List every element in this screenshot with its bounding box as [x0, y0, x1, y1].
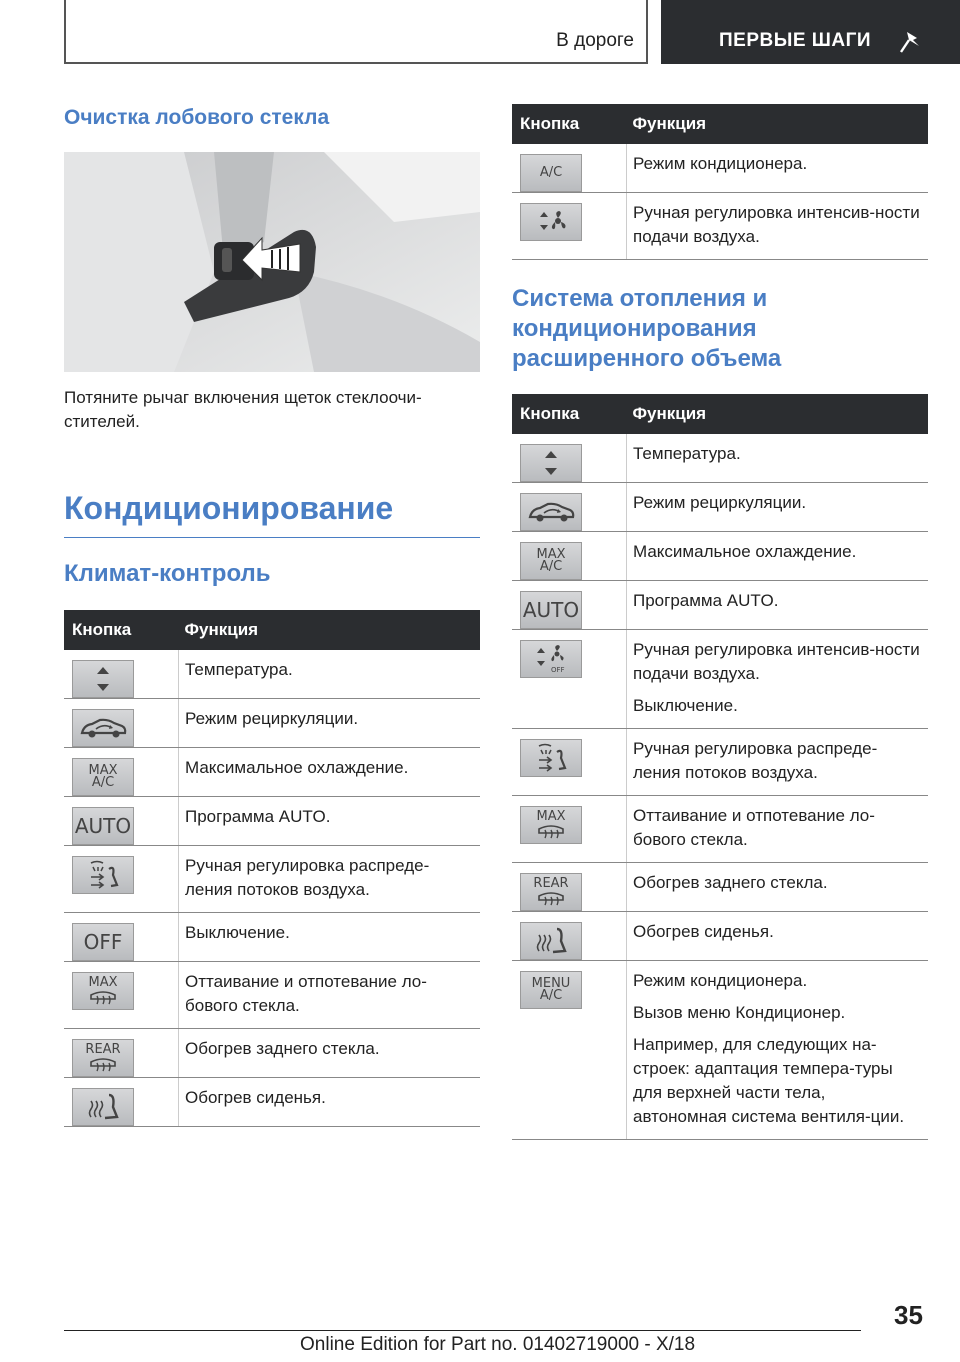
button-label: REAR — [533, 876, 569, 891]
menu-ac-icon — [532, 978, 571, 1002]
button-label: MENU A/C — [531, 976, 571, 1003]
function-text: Обогрев сиденья. — [185, 1088, 326, 1107]
extended-climate-table — [512, 394, 928, 1140]
button-cell — [512, 863, 627, 912]
button-cell — [512, 630, 627, 729]
function-cell — [627, 483, 929, 532]
function-cell — [179, 650, 481, 699]
right-column — [512, 104, 928, 1140]
button-label: AUTO — [74, 814, 132, 838]
wiper-heading: Очистка лобового стекла — [64, 106, 330, 129]
button-cell — [512, 961, 627, 1140]
left-column — [64, 104, 480, 1127]
recirculation-car-icon — [524, 497, 578, 527]
header-tab-first-steps — [661, 0, 960, 64]
climate-button — [520, 444, 582, 482]
table-header-row — [512, 394, 928, 434]
table-row — [512, 912, 928, 961]
function-text: Оттаивание и отпотевание ло-бового стекла. — [185, 972, 427, 1015]
function-text: Обогрев заднего стекла. — [633, 873, 828, 892]
table-row — [64, 1078, 480, 1127]
ac-heading: Кондиционирование — [64, 490, 480, 538]
column-header-function: Функция — [179, 610, 481, 650]
table-row — [512, 863, 928, 912]
button-cell — [64, 699, 179, 748]
column-header-button: Кнопка — [512, 104, 627, 144]
function-text: Ручная регулировка интенсив-ности подачи воздуха. — [633, 203, 920, 246]
button-cell — [64, 1078, 179, 1127]
header-right-label: ПЕРВЫЕ ШАГИ — [719, 30, 872, 51]
max-defrost-icon — [536, 811, 566, 839]
table-row — [512, 193, 928, 260]
ac-buttons-table — [512, 104, 928, 260]
button-cell — [64, 748, 179, 797]
button-cell — [512, 193, 627, 260]
button-label: MAX — [536, 809, 566, 824]
climate-button — [520, 154, 582, 192]
fan-off-icon — [531, 643, 571, 675]
function-cell — [627, 532, 929, 581]
climate-button — [520, 493, 582, 531]
function-text: Вызов меню Кондиционер. — [633, 1003, 846, 1022]
table-row — [512, 483, 928, 532]
table-row — [64, 913, 480, 962]
button-cell — [512, 483, 627, 532]
table-row — [512, 961, 928, 1140]
button-label: MAX — [88, 975, 118, 990]
button-label: OFF — [83, 930, 123, 954]
button-cell — [64, 1029, 179, 1078]
climate-button — [72, 709, 134, 747]
climate-button — [520, 873, 582, 911]
table-row — [64, 962, 480, 1029]
table-row — [64, 797, 480, 846]
function-cell — [179, 846, 481, 913]
button-cell — [512, 532, 627, 581]
climate-control-table — [64, 610, 480, 1127]
function-text: Программа AUTO. — [185, 807, 331, 826]
button-label: AUTO — [522, 598, 580, 622]
climate-button — [72, 972, 134, 1010]
function-text: Обогрев сиденья. — [633, 922, 774, 941]
climate-button — [520, 922, 582, 960]
recirculation-car-icon — [76, 713, 130, 743]
button-cell — [512, 796, 627, 863]
function-cell — [179, 962, 481, 1029]
function-cell — [627, 961, 929, 1140]
function-cell — [627, 193, 929, 260]
climate-button — [72, 758, 134, 796]
function-text: Выключение. — [185, 923, 290, 942]
climate-button — [72, 807, 134, 845]
function-cell — [627, 863, 929, 912]
function-cell — [179, 748, 481, 797]
auto-icon — [75, 815, 131, 837]
rear-defrost-icon — [85, 1044, 120, 1072]
header-left-label: В дороге — [556, 30, 634, 51]
function-cell — [627, 729, 929, 796]
page-number: 35 — [894, 1300, 923, 1330]
table-header-row — [64, 610, 480, 650]
table-row — [512, 144, 928, 193]
climate-button — [520, 542, 582, 580]
table-row — [64, 846, 480, 913]
climate-button — [520, 971, 582, 1009]
button-label: MAX A/C — [536, 547, 566, 574]
function-text: Режим кондиционера. — [633, 971, 808, 990]
column-header-button: Кнопка — [64, 610, 179, 650]
table-row — [64, 1029, 480, 1078]
edition-note: Online Edition for Part no. 01402719000 - X/18 — [300, 1334, 696, 1355]
column-header-button: Кнопка — [512, 394, 627, 434]
rear-defrost-icon — [533, 878, 568, 906]
header-tab-on-the-road — [64, 0, 648, 64]
wiper-lever-photo — [64, 152, 480, 372]
climate-button — [520, 203, 582, 241]
table-row — [512, 729, 928, 796]
function-text: Ручная регулировка интенсив-ности подачи воздуха. — [633, 640, 920, 683]
function-cell — [179, 1078, 481, 1127]
table-row — [64, 699, 480, 748]
climate-button — [520, 739, 582, 777]
function-text: Программа AUTO. — [633, 591, 779, 610]
function-text: Максимальное охлаждение. — [633, 542, 857, 561]
button-cell — [512, 912, 627, 961]
column-header-function: Функция — [627, 104, 929, 144]
extended-climate-heading: Система отопления и кондиционирования расширенного объема — [512, 285, 782, 372]
function-text: Режим кондиционера. — [633, 154, 808, 173]
button-cell — [64, 650, 179, 699]
max-ac-icon — [88, 765, 117, 789]
button-label: MAX A/C — [88, 763, 118, 790]
climate-button — [520, 806, 582, 844]
off-icon — [84, 931, 123, 953]
function-text: Ручная регулировка распреде-ления потоков воздуха. — [185, 856, 430, 899]
button-cell — [64, 846, 179, 913]
function-cell — [627, 581, 929, 630]
table-row — [512, 581, 928, 630]
function-text: Максимальное охлаждение. — [185, 758, 409, 777]
button-label: REAR — [85, 1042, 121, 1057]
climate-button — [72, 660, 134, 698]
table-row — [64, 748, 480, 797]
ac-icon — [540, 167, 562, 179]
button-cell — [64, 913, 179, 962]
function-cell — [179, 1029, 481, 1078]
table-row — [512, 796, 928, 863]
function-text: Например, для следующих на-строек: адаптация темпера-туры для верхней части тела, автономная система вентиля-ции. — [633, 1035, 905, 1126]
footer-divider — [64, 1330, 861, 1331]
auto-icon — [523, 599, 579, 621]
button-cell — [64, 962, 179, 1029]
air-distribution-icon — [531, 742, 571, 774]
function-text: Ручная регулировка распреде-ления потоков воздуха. — [633, 739, 878, 782]
flag-icon — [895, 26, 925, 56]
table-row — [64, 650, 480, 699]
function-text: Выключение. — [633, 696, 738, 715]
temperature-arrows-icon — [541, 448, 561, 478]
climate-button — [72, 1088, 134, 1126]
climate-button — [72, 1039, 134, 1077]
button-cell — [512, 729, 627, 796]
function-cell — [179, 797, 481, 846]
climate-control-heading: Климат-контроль — [64, 560, 271, 587]
column-header-function: Функция — [627, 394, 929, 434]
table-row — [512, 630, 928, 729]
temperature-arrows-icon — [93, 664, 113, 694]
function-cell — [179, 913, 481, 962]
function-text: Оттаивание и отпотевание ло-бового стекла. — [633, 806, 875, 849]
function-cell — [627, 796, 929, 863]
function-text: Режим рециркуляции. — [633, 493, 807, 512]
function-cell — [627, 630, 929, 729]
climate-button — [72, 856, 134, 894]
function-cell — [179, 699, 481, 748]
seat-heating-icon — [83, 1091, 123, 1123]
function-cell — [627, 912, 929, 961]
climate-button — [520, 640, 582, 678]
table-row — [512, 532, 928, 581]
button-cell — [512, 434, 627, 483]
function-cell — [627, 144, 929, 193]
function-text: Режим рециркуляции. — [185, 709, 359, 728]
button-label: A/C — [539, 165, 563, 180]
climate-button — [520, 591, 582, 629]
fan-icon — [534, 207, 568, 237]
function-text: Обогрев заднего стекла. — [185, 1039, 380, 1058]
climate-button — [72, 923, 134, 961]
button-cell — [64, 797, 179, 846]
svg-text:OFF: OFF — [551, 666, 565, 674]
function-cell — [627, 434, 929, 483]
table-row — [512, 434, 928, 483]
table-header-row — [512, 104, 928, 144]
button-cell — [512, 144, 627, 193]
air-distribution-icon — [83, 859, 123, 891]
seat-heating-icon — [531, 925, 571, 957]
function-text: Температура. — [185, 660, 293, 679]
max-defrost-icon — [88, 977, 118, 1005]
wiper-instruction: Потяните рычаг включения щеток стеклоочи-стителей. — [64, 388, 422, 431]
button-cell — [512, 581, 627, 630]
max-ac-icon — [536, 549, 565, 573]
function-text: Температура. — [633, 444, 741, 463]
